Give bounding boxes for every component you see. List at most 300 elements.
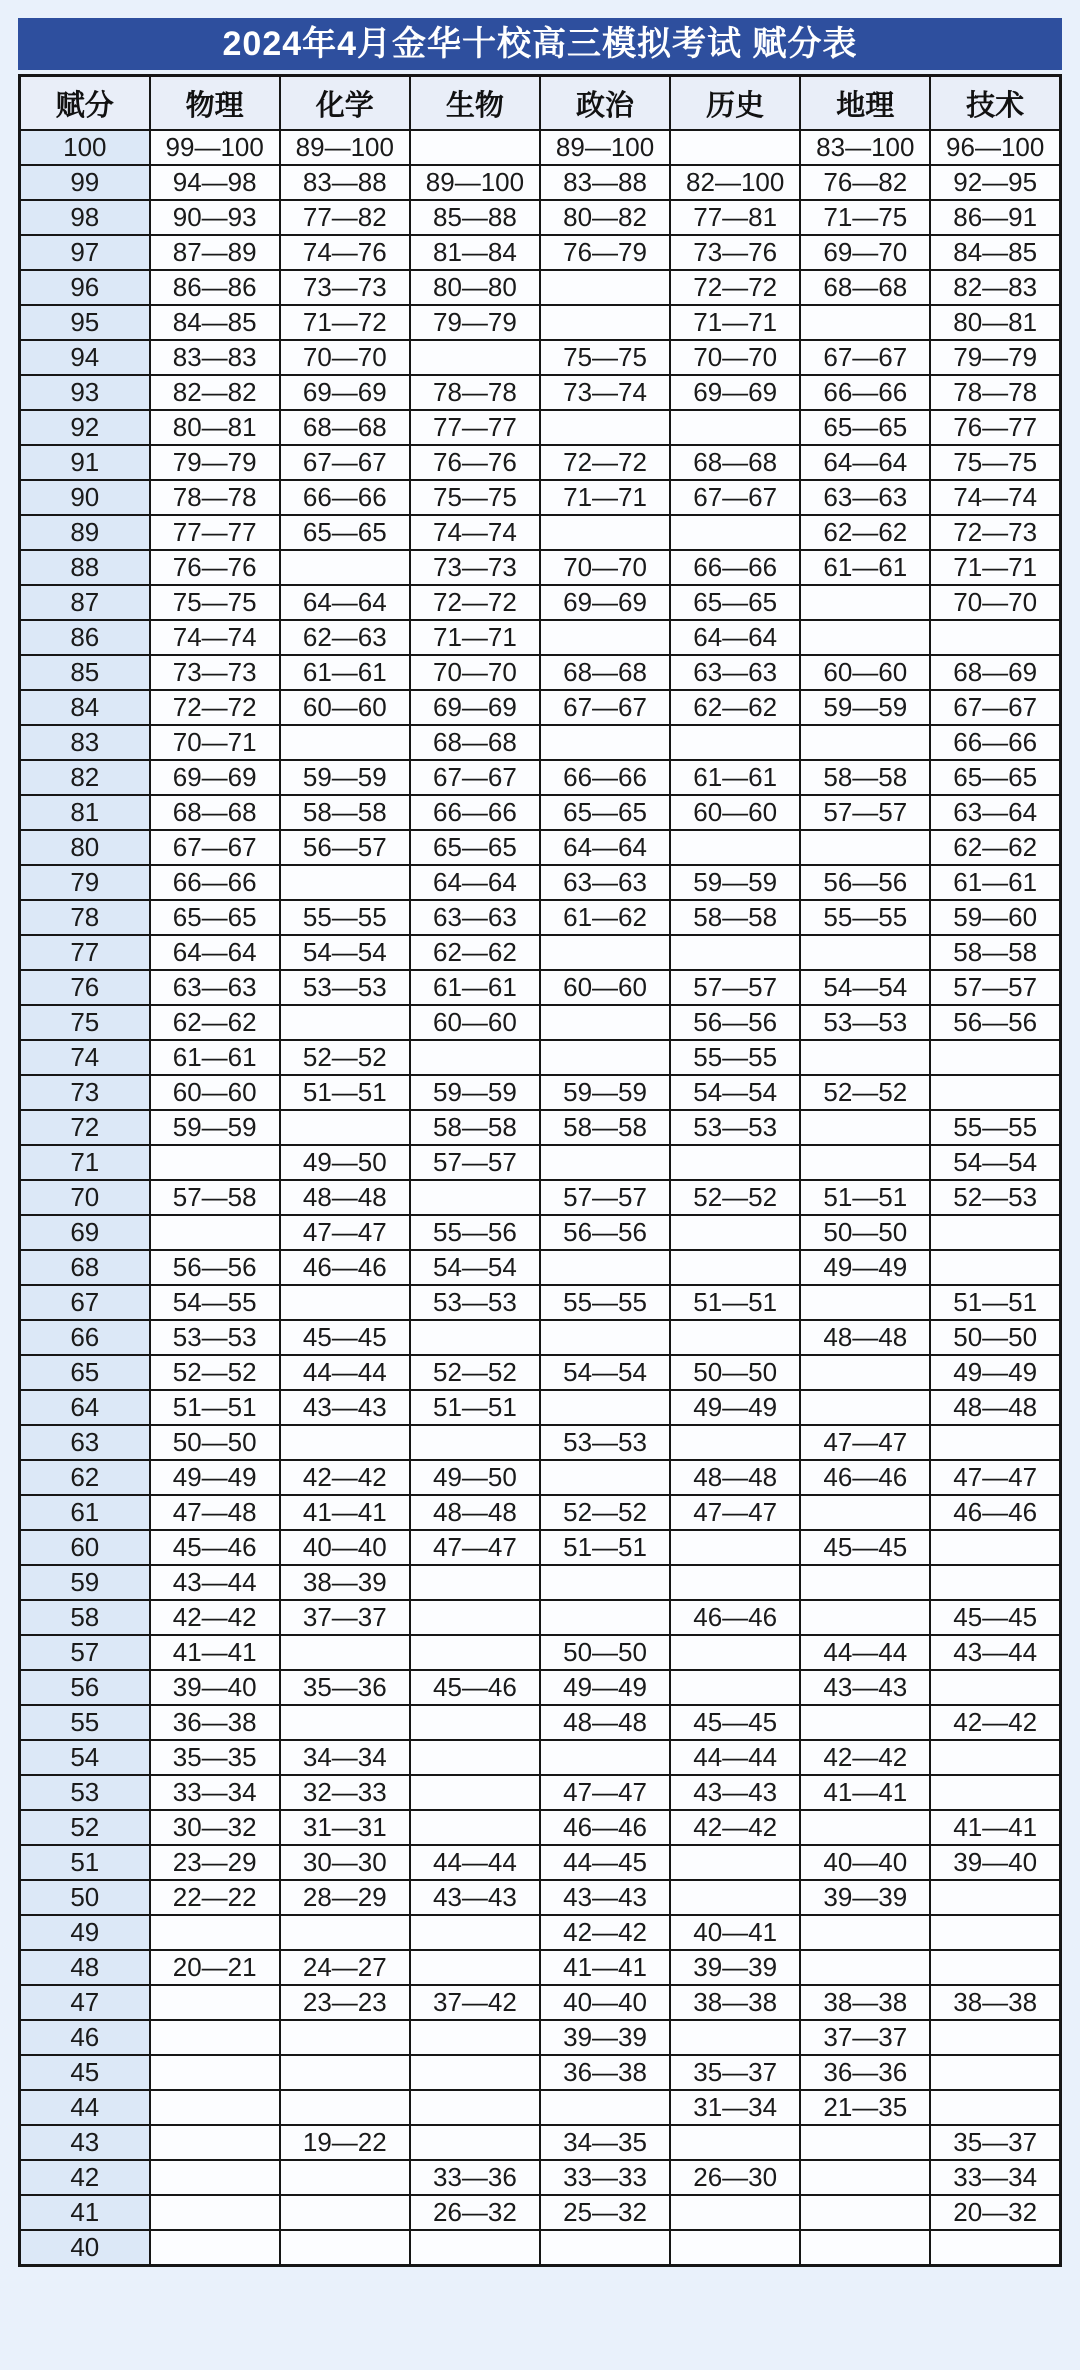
range-cell: [800, 725, 930, 760]
score-cell: 51: [20, 1845, 150, 1880]
range-cell: 28—29: [280, 1880, 410, 1915]
table-row: [20, 1320, 1061, 1355]
score-cell: 53: [20, 1775, 150, 1810]
range-cell: 45—45: [800, 1530, 930, 1565]
score-cell: 98: [20, 200, 150, 235]
range-cell: [670, 2020, 800, 2055]
table-row: [20, 235, 1061, 270]
range-cell: 57—57: [540, 1180, 670, 1215]
score-cell: 54: [20, 1740, 150, 1775]
range-cell: 53—53: [150, 1320, 280, 1355]
range-cell: 36—38: [540, 2055, 670, 2090]
range-cell: 57—57: [670, 970, 800, 1005]
range-cell: 60—60: [540, 970, 670, 1005]
range-cell: [410, 2020, 540, 2055]
table-row: [20, 1495, 1061, 1530]
range-cell: 85—88: [410, 200, 540, 235]
range-cell: 69—69: [410, 690, 540, 725]
range-cell: [410, 1950, 540, 1985]
range-cell: 68—68: [280, 410, 410, 445]
range-cell: 63—63: [540, 865, 670, 900]
score-cell: 77: [20, 935, 150, 970]
range-cell: [670, 1670, 800, 1705]
range-cell: 43—43: [410, 1880, 540, 1915]
range-cell: [540, 1250, 670, 1285]
score-cell: 62: [20, 1460, 150, 1495]
score-cell: 93: [20, 375, 150, 410]
range-cell: 90—93: [150, 200, 280, 235]
range-cell: 50—50: [540, 1635, 670, 1670]
range-cell: 65—65: [930, 760, 1060, 795]
score-cell: 57: [20, 1635, 150, 1670]
range-cell: [150, 2090, 280, 2125]
table-row: [20, 480, 1061, 515]
range-cell: 25—32: [540, 2195, 670, 2230]
range-cell: [800, 1145, 930, 1180]
score-cell: 70: [20, 1180, 150, 1215]
range-cell: [930, 2055, 1060, 2090]
range-cell: [280, 865, 410, 900]
range-cell: 47—47: [800, 1425, 930, 1460]
range-cell: [540, 1145, 670, 1180]
range-cell: [800, 1565, 930, 1600]
range-cell: [670, 725, 800, 760]
score-cell: 65: [20, 1355, 150, 1390]
score-cell: 74: [20, 1040, 150, 1075]
range-cell: 75—75: [930, 445, 1060, 480]
range-cell: 66—66: [150, 865, 280, 900]
range-cell: 48—48: [280, 1180, 410, 1215]
range-cell: 70—70: [540, 550, 670, 585]
range-cell: [150, 1985, 280, 2020]
score-cell: 63: [20, 1425, 150, 1460]
range-cell: [280, 1110, 410, 1145]
range-cell: 67—67: [930, 690, 1060, 725]
range-cell: [410, 1425, 540, 1460]
range-cell: [410, 1040, 540, 1075]
range-cell: [540, 1460, 670, 1495]
range-cell: 26—32: [410, 2195, 540, 2230]
range-cell: 59—59: [540, 1075, 670, 1110]
range-cell: 49—49: [800, 1250, 930, 1285]
range-cell: [800, 2125, 930, 2160]
range-cell: 49—49: [670, 1390, 800, 1425]
range-cell: 62—62: [800, 515, 930, 550]
score-cell: 87: [20, 585, 150, 620]
table-row: [20, 2090, 1061, 2125]
range-cell: 35—35: [150, 1740, 280, 1775]
range-cell: 70—70: [280, 340, 410, 375]
range-cell: 50—50: [670, 1355, 800, 1390]
range-cell: 70—70: [410, 655, 540, 690]
range-cell: 20—32: [930, 2195, 1060, 2230]
header-subject-column: 地理: [800, 76, 930, 131]
table-row: [20, 1530, 1061, 1565]
range-cell: 46—46: [540, 1810, 670, 1845]
score-cell: 64: [20, 1390, 150, 1425]
range-cell: 86—86: [150, 270, 280, 305]
range-cell: 56—56: [930, 1005, 1060, 1040]
range-cell: 31—34: [670, 2090, 800, 2125]
range-cell: 47—47: [280, 1215, 410, 1250]
range-cell: 36—38: [150, 1705, 280, 1740]
score-cell: 81: [20, 795, 150, 830]
table-row: [20, 2020, 1061, 2055]
range-cell: 31—31: [280, 1810, 410, 1845]
table-row: [20, 655, 1061, 690]
score-cell: 55: [20, 1705, 150, 1740]
score-cell: 82: [20, 760, 150, 795]
range-cell: [540, 1005, 670, 1040]
range-cell: [410, 2055, 540, 2090]
range-cell: 64—64: [540, 830, 670, 865]
range-cell: 54—54: [800, 970, 930, 1005]
table-header: [20, 76, 1061, 131]
header-row: [20, 76, 1061, 131]
range-cell: 84—85: [150, 305, 280, 340]
range-cell: [930, 1530, 1060, 1565]
range-cell: 71—72: [280, 305, 410, 340]
range-cell: 79—79: [150, 445, 280, 480]
range-cell: [930, 1250, 1060, 1285]
range-cell: 30—32: [150, 1810, 280, 1845]
range-cell: 51—51: [150, 1390, 280, 1425]
range-cell: 46—46: [670, 1600, 800, 1635]
table-row: [20, 1145, 1061, 1180]
table-row: [20, 1250, 1061, 1285]
range-cell: 65—65: [800, 410, 930, 445]
score-cell: 94: [20, 340, 150, 375]
score-cell: 72: [20, 1110, 150, 1145]
range-cell: 51—51: [540, 1530, 670, 1565]
range-cell: 63—63: [410, 900, 540, 935]
range-cell: 65—65: [280, 515, 410, 550]
range-cell: 72—72: [410, 585, 540, 620]
range-cell: [540, 935, 670, 970]
range-cell: 55—55: [280, 900, 410, 935]
range-cell: 72—72: [540, 445, 670, 480]
range-cell: 68—68: [800, 270, 930, 305]
range-cell: [410, 1565, 540, 1600]
range-cell: 42—42: [930, 1705, 1060, 1740]
score-cell: 78: [20, 900, 150, 935]
range-cell: [410, 1180, 540, 1215]
range-cell: 89—100: [280, 130, 410, 165]
range-cell: 33—36: [410, 2160, 540, 2195]
score-cell: 76: [20, 970, 150, 1005]
score-cell: 42: [20, 2160, 150, 2195]
range-cell: 67—67: [410, 760, 540, 795]
range-cell: 73—76: [670, 235, 800, 270]
table-row: [20, 1775, 1061, 1810]
score-cell: 89: [20, 515, 150, 550]
range-cell: 56—56: [150, 1250, 280, 1285]
range-cell: [930, 2090, 1060, 2125]
range-cell: 42—42: [150, 1600, 280, 1635]
score-cell: 48: [20, 1950, 150, 1985]
range-cell: 57—57: [930, 970, 1060, 1005]
score-cell: 50: [20, 1880, 150, 1915]
range-cell: 45—45: [670, 1705, 800, 1740]
score-cell: 43: [20, 2125, 150, 2160]
range-cell: [540, 1740, 670, 1775]
range-cell: 65—65: [410, 830, 540, 865]
range-cell: [540, 305, 670, 340]
range-cell: 41—41: [150, 1635, 280, 1670]
table-row: [20, 1670, 1061, 1705]
table-row: [20, 1600, 1061, 1635]
range-cell: 58—58: [670, 900, 800, 935]
range-cell: 89—100: [540, 130, 670, 165]
range-cell: [800, 1950, 930, 1985]
range-cell: 48—48: [930, 1390, 1060, 1425]
range-cell: 81—84: [410, 235, 540, 270]
range-cell: 69—69: [670, 375, 800, 410]
range-cell: [670, 2230, 800, 2266]
range-cell: 22—22: [150, 1880, 280, 1915]
range-cell: 64—64: [150, 935, 280, 970]
range-cell: 71—71: [670, 305, 800, 340]
range-cell: 60—60: [800, 655, 930, 690]
range-cell: [410, 1775, 540, 1810]
range-cell: 67—67: [280, 445, 410, 480]
range-cell: [410, 1635, 540, 1670]
range-cell: [540, 515, 670, 550]
range-cell: 45—45: [280, 1320, 410, 1355]
range-cell: 80—81: [930, 305, 1060, 340]
range-cell: [280, 1915, 410, 1950]
table-row: [20, 1950, 1061, 1985]
page-title: 2024年4月金华十校高三模拟考试 赋分表: [18, 18, 1062, 70]
score-cell: 45: [20, 2055, 150, 2090]
table-row: [20, 2125, 1061, 2160]
range-cell: [670, 1320, 800, 1355]
range-cell: 40—40: [540, 1985, 670, 2020]
range-cell: [540, 1040, 670, 1075]
range-cell: 60—60: [410, 1005, 540, 1040]
table-row: [20, 1180, 1061, 1215]
range-cell: 61—61: [670, 760, 800, 795]
range-cell: [800, 1390, 930, 1425]
range-cell: 71—71: [410, 620, 540, 655]
range-cell: [930, 1040, 1060, 1075]
range-cell: 94—98: [150, 165, 280, 200]
range-cell: 43—44: [930, 1635, 1060, 1670]
range-cell: 35—37: [670, 2055, 800, 2090]
range-cell: [800, 1810, 930, 1845]
range-cell: 43—44: [150, 1565, 280, 1600]
range-cell: [540, 410, 670, 445]
range-cell: 42—42: [670, 1810, 800, 1845]
score-cell: 97: [20, 235, 150, 270]
range-cell: [800, 305, 930, 340]
range-cell: 52—52: [150, 1355, 280, 1390]
range-cell: [540, 270, 670, 305]
range-cell: 39—40: [150, 1670, 280, 1705]
range-cell: 78—78: [930, 375, 1060, 410]
range-cell: 54—54: [410, 1250, 540, 1285]
range-cell: 66—66: [930, 725, 1060, 760]
table-row: [20, 795, 1061, 830]
range-cell: 37—37: [800, 2020, 930, 2055]
range-cell: 38—38: [930, 1985, 1060, 2020]
range-cell: 74—74: [150, 620, 280, 655]
range-cell: [280, 1705, 410, 1740]
range-cell: [670, 410, 800, 445]
range-cell: 74—74: [410, 515, 540, 550]
table-row: [20, 445, 1061, 480]
range-cell: 57—57: [410, 1145, 540, 1180]
range-cell: 61—62: [540, 900, 670, 935]
range-cell: 42—42: [800, 1740, 930, 1775]
table-row: [20, 2195, 1061, 2230]
table-row: [20, 970, 1061, 1005]
range-cell: 53—53: [410, 1285, 540, 1320]
range-cell: 84—85: [930, 235, 1060, 270]
range-cell: [150, 2160, 280, 2195]
range-cell: [280, 1635, 410, 1670]
range-cell: [410, 1740, 540, 1775]
range-cell: 38—38: [670, 1985, 800, 2020]
score-cell: 96: [20, 270, 150, 305]
range-cell: 82—82: [150, 375, 280, 410]
score-cell: 44: [20, 2090, 150, 2125]
range-cell: 56—56: [670, 1005, 800, 1040]
range-cell: 43—43: [540, 1880, 670, 1915]
range-cell: 65—65: [670, 585, 800, 620]
range-cell: 83—88: [280, 165, 410, 200]
range-cell: 64—64: [800, 445, 930, 480]
table-row: [20, 1810, 1061, 1845]
table-row: [20, 270, 1061, 305]
table-row: [20, 1880, 1061, 1915]
range-cell: [540, 1565, 670, 1600]
range-cell: 32—33: [280, 1775, 410, 1810]
table-row: [20, 1355, 1061, 1390]
range-cell: 70—70: [930, 585, 1060, 620]
range-cell: 61—61: [930, 865, 1060, 900]
range-cell: 43—43: [280, 1390, 410, 1425]
range-cell: 39—39: [800, 1880, 930, 1915]
score-cell: 73: [20, 1075, 150, 1110]
range-cell: 61—61: [410, 970, 540, 1005]
range-cell: [670, 130, 800, 165]
range-cell: [150, 2055, 280, 2090]
table-row: [20, 305, 1061, 340]
range-cell: 66—66: [540, 760, 670, 795]
range-cell: 64—64: [280, 585, 410, 620]
range-cell: 73—73: [150, 655, 280, 690]
range-cell: 46—46: [280, 1250, 410, 1285]
range-cell: 83—83: [150, 340, 280, 375]
range-cell: 49—49: [150, 1460, 280, 1495]
range-cell: 76—76: [410, 445, 540, 480]
range-cell: 26—30: [670, 2160, 800, 2195]
range-cell: 58—58: [800, 760, 930, 795]
range-cell: [930, 2230, 1060, 2266]
range-cell: 51—51: [410, 1390, 540, 1425]
range-cell: 76—82: [800, 165, 930, 200]
range-cell: 64—64: [670, 620, 800, 655]
range-cell: 78—78: [410, 375, 540, 410]
range-cell: 66—66: [800, 375, 930, 410]
range-cell: 47—47: [410, 1530, 540, 1565]
range-cell: [150, 1145, 280, 1180]
range-cell: 69—69: [150, 760, 280, 795]
range-cell: [280, 2020, 410, 2055]
table-row: [20, 1845, 1061, 1880]
score-cell: 79: [20, 865, 150, 900]
range-cell: 55—55: [670, 1040, 800, 1075]
range-cell: 39—39: [670, 1950, 800, 1985]
range-cell: 66—66: [670, 550, 800, 585]
range-cell: 87—89: [150, 235, 280, 270]
range-cell: 41—41: [930, 1810, 1060, 1845]
range-cell: 62—62: [930, 830, 1060, 865]
score-cell: 46: [20, 2020, 150, 2055]
range-cell: 49—50: [410, 1460, 540, 1495]
range-cell: 70—71: [150, 725, 280, 760]
range-cell: 58—58: [280, 795, 410, 830]
table-row: [20, 760, 1061, 795]
range-cell: 50—50: [800, 1215, 930, 1250]
range-cell: 66—66: [280, 480, 410, 515]
range-cell: 47—47: [540, 1775, 670, 1810]
range-cell: [150, 2020, 280, 2055]
range-cell: 96—100: [930, 130, 1060, 165]
range-cell: [930, 1215, 1060, 1250]
range-cell: 77—82: [280, 200, 410, 235]
table-row: [20, 1460, 1061, 1495]
range-cell: [540, 1390, 670, 1425]
range-cell: 71—71: [930, 550, 1060, 585]
range-cell: 49—49: [540, 1670, 670, 1705]
range-cell: [670, 1425, 800, 1460]
range-cell: 60—60: [280, 690, 410, 725]
table-row: [20, 1005, 1061, 1040]
range-cell: 42—42: [280, 1460, 410, 1495]
score-cell: 41: [20, 2195, 150, 2230]
range-cell: [410, 130, 540, 165]
range-cell: 46—46: [930, 1495, 1060, 1530]
table-row: [20, 2160, 1061, 2195]
range-cell: 65—65: [540, 795, 670, 830]
range-cell: 69—69: [280, 375, 410, 410]
table-row: [20, 1215, 1061, 1250]
range-cell: 35—36: [280, 1670, 410, 1705]
range-cell: 59—59: [280, 760, 410, 795]
range-cell: 72—72: [150, 690, 280, 725]
range-cell: 52—52: [410, 1355, 540, 1390]
range-cell: 67—67: [800, 340, 930, 375]
header-subject-column: 技术: [930, 76, 1060, 131]
range-cell: 52—52: [280, 1040, 410, 1075]
range-cell: 61—61: [280, 655, 410, 690]
range-cell: 77—81: [670, 200, 800, 235]
range-cell: 86—91: [930, 200, 1060, 235]
range-cell: [930, 2020, 1060, 2055]
range-cell: 45—46: [410, 1670, 540, 1705]
range-cell: 73—74: [540, 375, 670, 410]
range-cell: 83—88: [540, 165, 670, 200]
table-row: [20, 340, 1061, 375]
range-cell: 40—40: [800, 1845, 930, 1880]
table-row: [20, 865, 1061, 900]
range-cell: 57—58: [150, 1180, 280, 1215]
range-cell: 59—59: [150, 1110, 280, 1145]
range-cell: 47—48: [150, 1495, 280, 1530]
table-row: [20, 830, 1061, 865]
